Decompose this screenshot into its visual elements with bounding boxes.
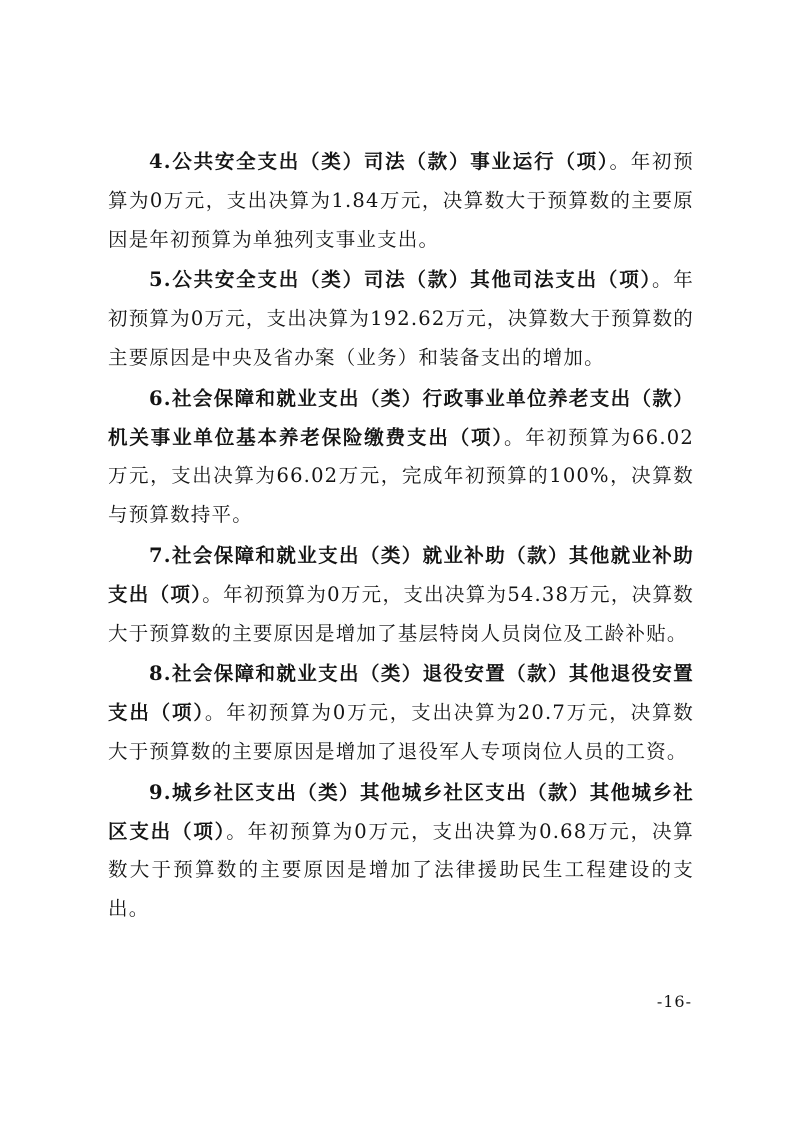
paragraph-item-4 [108,143,694,259]
document-body [108,143,694,931]
page-number: -16- [656,992,692,1011]
paragraph-heading: 8.社会保障和就业支出（类）退役安置（款）其他退役安置支出（项） [108,662,694,725]
paragraph-heading: 7.社会保障和就业支出（类）就业补助（款）其他就业补助支出（项） [108,543,694,606]
paragraph-item-5 [108,261,694,377]
paragraph-text: 。年初预算为0万元，支出决算为192.62万元，决算数大于预算数的主要原因是中央及省办案（业务）和装备支出的增加。 [108,268,694,369]
paragraph-item-8 [108,655,694,771]
paragraph-heading: 6.社会保障和就业支出（类）行政事业单位养老支出（款）机关事业单位基本养老保险缴费支出（项） [108,386,694,449]
paragraph-heading: 5.公共安全支出（类）司法（款）其他司法支出（项） [149,268,653,292]
paragraph-text: 。年初预算为0万元，支出决算为20.7万元，决算数大于预算数的主要原因是增加了退役军人专项岗位人员的工资。 [108,701,694,763]
paragraph-item-6 [108,380,694,535]
paragraph-text: 。年初预算为0万元，支出决算为1.84万元，决算数大于预算数的主要原因是年初预算为单独列支事业支出。 [108,150,694,251]
paragraph-item-9 [108,774,694,929]
paragraph-heading: 9.城乡社区支出（类）其他城乡社区支出（款）其他城乡社区支出（项） [108,780,694,843]
paragraph-text: 。年初预算为0万元，支出决算为0.68万元，决算数大于预算数的主要原因是增加了法律援助民生工程建设的支出。 [108,819,695,921]
paragraph-item-7 [108,537,694,653]
paragraph-text: 。年初预算为0万元，支出决算为54.38万元，决算数大于预算数的主要原因是增加了基层特岗人员岗位及工龄补贴。 [108,582,694,645]
paragraph-heading: 4.公共安全支出（类）司法（款）事业运行（项） [149,150,610,173]
paragraph-text: 。年初预算为66.02万元，支出决算为66.02万元，完成年初预算的100%，决算数与预算数持平。 [108,425,694,527]
